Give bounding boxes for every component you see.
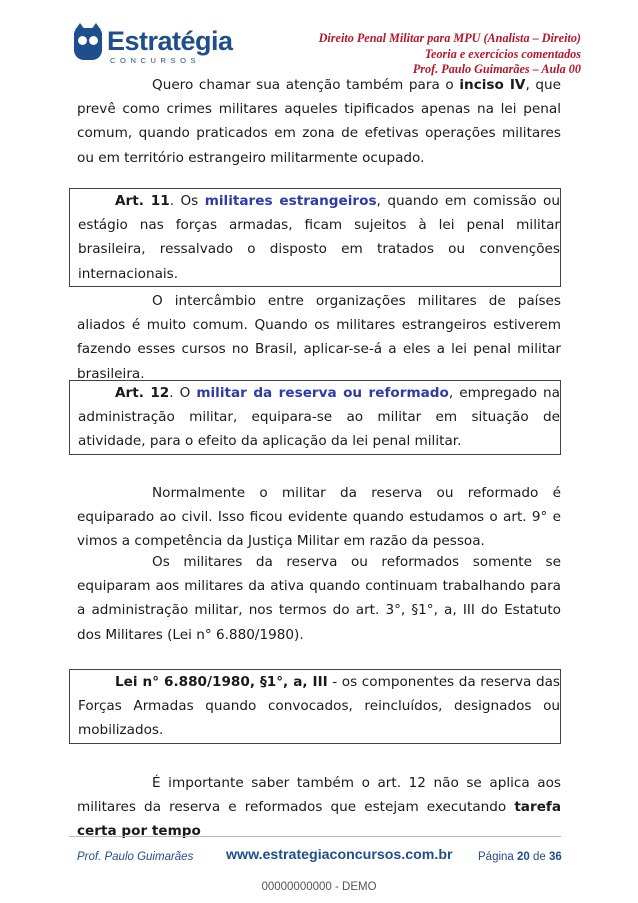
law-box-lei-6880: Lei n° 6.880/1980, §1°, a, III - os componentes da reserva das Forças Armadas quando convocados, reincluídos, designados ou mobilizados. <box>69 669 561 744</box>
footer-page-number: Página 20 de 36 <box>478 851 562 863</box>
current-page: 20 <box>517 851 530 863</box>
logo-subtitle: CONCURSOS <box>110 56 201 65</box>
header-lesson: Prof. Paulo Guimarães – Aula 00 <box>412 62 581 76</box>
paragraph-intercambio: O intercâmbio entre organizações militares de países aliados é muito comum. Quando os militares estrangeiros estiverem fazendo esses cursos no Brasil, aplicar-se-á a eles a lei penal militar brasileira. <box>77 293 561 382</box>
art-11-label: Art. 11 <box>115 193 170 209</box>
header-course-title: Direito Penal Militar para MPU (Analista – Direito) <box>318 31 581 45</box>
owl-logo-icon <box>74 28 102 60</box>
paragraph-equiparado-civil: Normalmente o militar da reserva ou reformado é equiparado ao civil. Isso ficou evidente quando estudamos o art. 9° e vimos a competência da Justiça Militar em razão da pessoa. <box>77 485 561 550</box>
highlight-militares-estrangeiros: militares estrangeiros <box>204 193 377 209</box>
highlight-militar-reserva: militar da reserva ou reformado <box>196 385 449 401</box>
footer-divider <box>69 836 561 837</box>
header-subtitle: Teoria e exercícios comentados <box>424 46 581 61</box>
lei-6880-label: Lei n° 6.880/1980, §1°, a, III <box>115 674 328 690</box>
bold-inciso-iv: inciso IV <box>459 77 526 93</box>
demo-watermark: 00000000000 - DEMO <box>261 881 377 893</box>
logo-name: Estratégia <box>107 26 233 56</box>
law-box-art-12: Art. 12. O militar da reserva ou reformado, empregado na administração militar, equipara-se ao militar em situação de atividade, para o efeito da aplicação da lei penal militar. <box>69 380 561 455</box>
footer-website-link[interactable]: www.estrategiaconcursos.com.br <box>226 847 453 863</box>
total-pages: 36 <box>549 851 562 863</box>
footer-author: Prof. Paulo Guimarães <box>77 851 194 863</box>
bold-tarefa-certa: tarefa certa por tempo <box>77 799 561 840</box>
paragraph-reserva-ativa: Os militares da reserva ou reformados somente se equiparam aos militares da ativa quando continuam trabalhando para a administração militar, nos termos do art. 3°, §1°, a, III do Estatuto dos Militares (Lei n° 6.880/1980). <box>77 554 561 643</box>
art-12-label: Art. 12 <box>115 385 170 401</box>
paragraph-tarefa-certa: É importante saber também o art. 12 não se aplica aos militares da reserva e reformados que estejam executando tarefa certa por tempo <box>77 775 561 840</box>
law-box-art-11: Art. 11. Os militares estrangeiros, quando em comissão ou estágio nas forças armadas, ficam sujeitos à lei penal militar brasileira, ressalvado o disposto em tratados ou convenções internacionais. <box>69 188 561 287</box>
running-header <box>291 31 581 78</box>
paragraph-inciso-iv: Quero chamar sua atenção também para o inciso IV, que prevê como crimes militares aqueles tipificados apenas na lei penal comum, quando praticados em zona de efetivas operações militares ou em território estrangeiro militarmente ocupado. <box>77 77 562 166</box>
estrategia-logo <box>74 26 254 70</box>
